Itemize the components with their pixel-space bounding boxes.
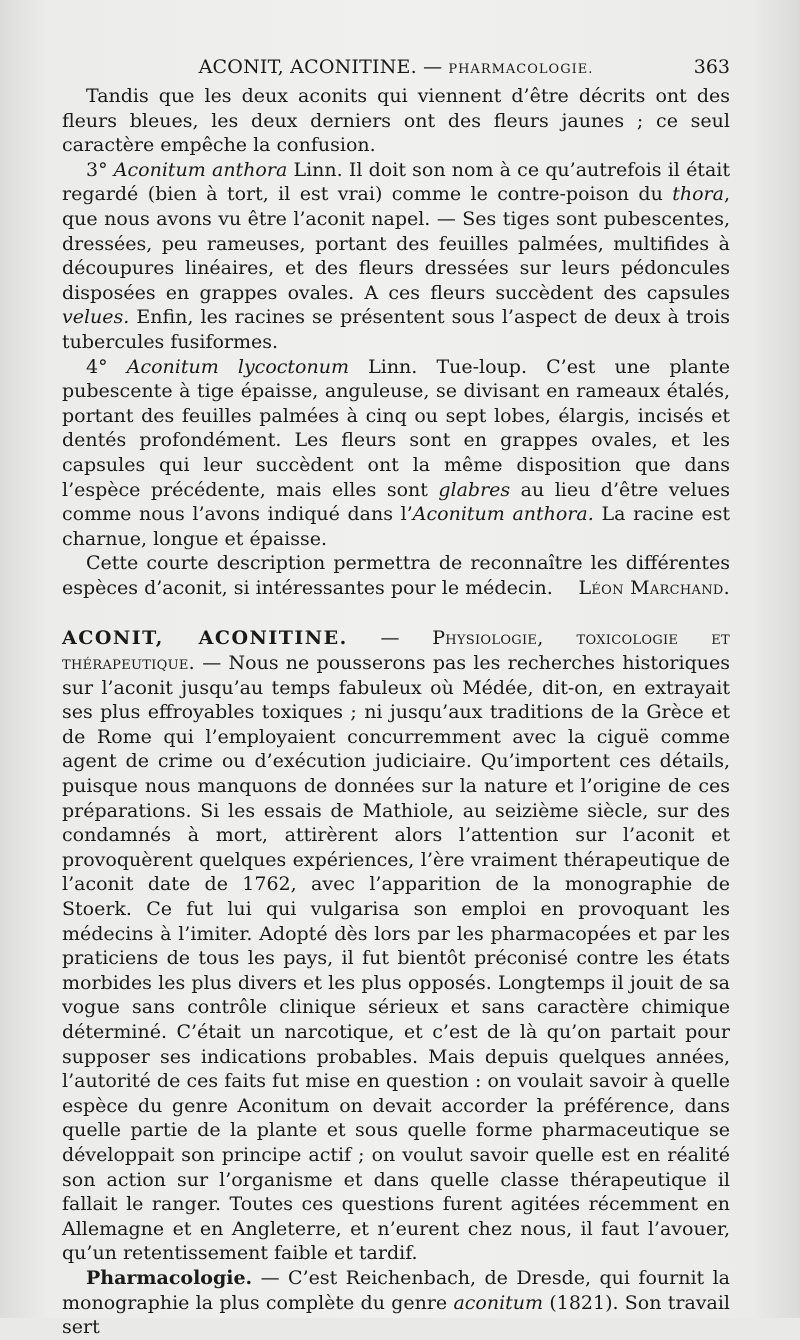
- text-run: — C’est Reichenbach, de Dresde, qui fournit la monographie la plus complète du genre: [62, 1266, 730, 1314]
- subsection-heading: Pharmacologie.: [86, 1266, 253, 1289]
- paragraph-aconitum-lycoctonum: [62, 355, 730, 552]
- text-run: —: [347, 627, 433, 650]
- italic-term: thora: [672, 183, 724, 206]
- paragraph-conclusion: [62, 551, 730, 600]
- item-number: 3°: [86, 158, 114, 181]
- section-subheading: Physiologie, toxicologie et thérapeutique.: [62, 627, 730, 675]
- text-run: La racine est charnue, longue et épaisse.: [62, 503, 730, 550]
- italic-term: glabres: [438, 478, 511, 501]
- text-run: Enfin, les racines se présentent sous l’aspect de deux à trois tubercules fusiformes.: [62, 306, 730, 353]
- species-name: Aconitum anthora: [113, 158, 288, 181]
- italic-term: velues.: [62, 306, 130, 329]
- species-name: Aconitum lycoctonum: [126, 355, 349, 378]
- author-signature: Léon Marchand.: [578, 576, 730, 599]
- paragraph-aconitum-anthora: [62, 158, 730, 355]
- species-name: Aconitum anthora.: [412, 503, 594, 526]
- text-run: (1821). Son travail sert: [62, 1291, 731, 1339]
- section-gap: [62, 600, 730, 626]
- item-number: 4°: [86, 355, 127, 378]
- paragraph-pharmacologie: [62, 1266, 730, 1340]
- page-number: 363: [693, 56, 730, 78]
- text-run: Cette courte description permettra de reconnaître les différentes espèces d’aconit, si intéressantes pour le médecin.: [62, 552, 730, 599]
- text-run: , que nous avons vu être l’aconit napel. — Ses tiges sont pubescentes, dressées, peu rameuses, portant des feuilles palmées, multifides à découpures linéaires, et des fleurs dressées sur leurs pédoncules disposées en grappes ovales. A ces fleurs succèdent des capsules: [62, 183, 730, 304]
- running-head: [62, 52, 730, 82]
- italic-term: aconitum: [453, 1291, 544, 1314]
- section-heading: ACONIT, ACONITINE.: [62, 627, 348, 650]
- text-run: — Nous ne pousserons pas les recherches historiques sur l’aconit jusqu’au temps fabuleux où Médée, dit-on, en extrayait ses plus effroyables toxiques ; ni jusqu’aux traditions de la Grèce et de Rome qui l’employaient concurremment avec la ciguë comme agent de crime ou d’exécution judiciaire. Qu’importent ces détails, puisque nous manquons de données sur la nature et l’origine de ces préparations. Si les essais de Mathiole, au seizième siècle, sur des condamnés à mort, attirèrent alors l’attention sur l’aconit et provoquèrent quelques expériences, l’ère vraiment thérapeutique de l’aconit date de 1762, avec l’apparition de la monographie de Stoerk. Ce fut lui qui vulgarisa son emploi en provoquant les médecins à l’imiter. Adopté dès lors par les pharmacopées et par les praticiens de tous les pays, il fut bientôt préconisé contre les états morbides les plus divers et les plus opposés. Longtemps il jouit de sa vogue sans contrôle clinique sérieux et sans caractère chimique déterminé. C’était un narcotique, et c’est de là qu’on partait pour supposer ses indications probables. Mais depuis quelques années, l’autorité de ces faits fut mise en question : on voulait savoir à quelle espèce du genre Aconitum on devait accorder la préférence, dans quelle partie de la plante et sous quelle forme pharmaceutique se développait son principe actif ; on voulut savoir quelle est en réalité son action sur l’organisme et dans quelle classe thérapeutique il fallait le ranger. Toutes ces questions furent agitées récemment en Allemagne et en Angleterre, et n’eurent chez nous, il faut l’avouer, qu’un retentissement faible et tardif.: [62, 652, 730, 1265]
- running-head-section: PHARMACOLOGIE.: [448, 62, 594, 77]
- running-head-title: ACONIT, ACONITINE. —: [198, 56, 443, 78]
- text-run: Linn. Tue-loup. C’est une plante pubescente à tige épaisse, anguleuse, se divisant en rameaux étalés, portant des feuilles palmées à cinq ou sept lobes, élargis, incisés et dentés profondément. Les fleurs sont en grappes ovales, et les capsules qui leur succèdent ont la même disposition que dans l’espèce précédente, mais elles sont: [62, 355, 731, 501]
- text-run: Linn. Il doit son nom à ce qu’autrefois il était regardé (bien à tort, il est vrai) comme le contre-poison du: [62, 158, 730, 206]
- text-run: au lieu d’être velues comme nous l’avons indiqué dans l’: [62, 478, 730, 526]
- paragraph-physiologie-section: [62, 626, 730, 1265]
- paragraph-color-distinction: Tandis que les deux aconits qui viennent d’être décrits ont des fleurs bleues, les deux derniers ont des fleurs jaunes ; ce seul caractère empêche la confusion.: [62, 85, 730, 157]
